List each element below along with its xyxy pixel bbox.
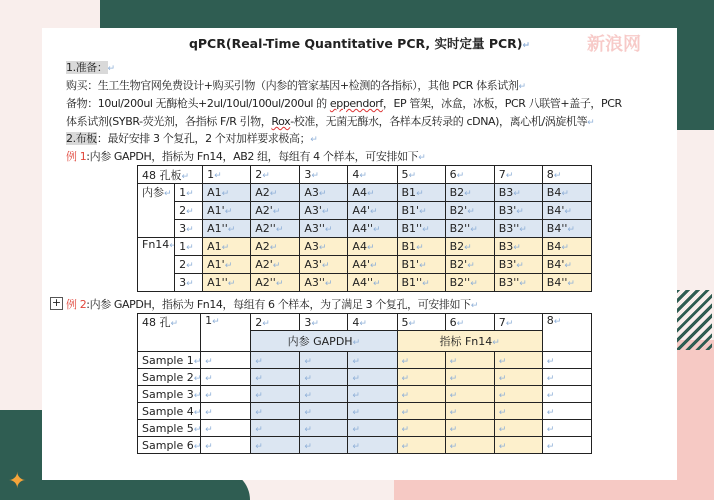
cell-text: 内参 ↵: [142, 186, 172, 199]
empty-cell-mark: [255, 371, 263, 384]
well-cell[interactable]: [348, 369, 397, 386]
well-cell[interactable]: [494, 420, 542, 437]
paragraph-prep-cont: 体系试剂(SYBR-荧光剂，各指标 F/R 引物，Rox-校准，无菌无酶水，各样本反转录的 cDNA)，离心机/涡旋机等 ↵: [66, 113, 594, 129]
well-cell[interactable]: [300, 274, 348, 292]
well-cell[interactable]: [251, 437, 300, 454]
cell-text: B2 ↵: [450, 240, 472, 253]
column-header[interactable]: [300, 314, 348, 331]
well-cell[interactable]: [300, 220, 348, 238]
empty-cell-mark: [450, 371, 458, 384]
well-cell[interactable]: [251, 386, 300, 403]
cell-text: 4 ↵: [352, 316, 367, 329]
column-header[interactable]: [251, 166, 300, 184]
well-cell[interactable]: [348, 238, 397, 256]
group-header-fn14[interactable]: [397, 331, 542, 352]
sample-label[interactable]: [138, 369, 201, 386]
table-row: [138, 220, 592, 238]
cell-text: B2 ↵: [450, 186, 472, 199]
column-header[interactable]: [203, 166, 251, 184]
cell-text: 1 ↵: [179, 240, 194, 253]
replicate-number[interactable]: [175, 256, 203, 274]
cell-text: A2'' ↵: [255, 222, 283, 235]
cell-text: B4 ↵: [547, 186, 569, 199]
empty-cell-mark: [352, 388, 360, 401]
well-cell[interactable]: [203, 184, 251, 202]
empty-cell-mark: [352, 422, 360, 435]
table-row: [138, 184, 592, 202]
cell-text: 48 孔 ↵: [142, 316, 178, 329]
cell-text: A1 ↵: [207, 240, 229, 253]
well-cell[interactable]: [445, 274, 494, 292]
column-header[interactable]: [445, 314, 494, 331]
cell-text: B1 ↵: [402, 240, 424, 253]
empty-cell-mark: [255, 439, 263, 452]
empty-cell-mark: [304, 388, 312, 401]
well-cell[interactable]: [542, 386, 591, 403]
empty-cell-mark: [402, 405, 410, 418]
header-row: [138, 166, 592, 184]
empty-cell-mark: [499, 422, 507, 435]
well-cell[interactable]: [251, 184, 300, 202]
cell-text: 2 ↵: [255, 316, 270, 329]
cell-text: Sample 1 ↵: [142, 354, 201, 367]
cell-text: 3 ↵: [304, 316, 319, 329]
cell-text: Sample 6 ↵: [142, 439, 201, 452]
header-row: [138, 314, 592, 331]
well-cell[interactable]: [397, 437, 445, 454]
empty-cell-mark: [352, 371, 360, 384]
empty-cell-mark: [402, 422, 410, 435]
empty-cell-mark: [304, 422, 312, 435]
cell-text: 1 ↵: [205, 314, 220, 327]
cell-text: 6 ↵: [450, 316, 465, 329]
empty-cell-mark: [450, 405, 458, 418]
well-cell[interactable]: [300, 386, 348, 403]
well-cell[interactable]: [397, 386, 445, 403]
cell-text: B4'' ↵: [547, 276, 575, 289]
empty-cell-mark: [205, 354, 213, 367]
cell-text: A2'' ↵: [255, 276, 283, 289]
replicate-number[interactable]: [175, 220, 203, 238]
well-cell[interactable]: [397, 220, 445, 238]
well-cell[interactable]: [348, 256, 397, 274]
sample-label[interactable]: [138, 386, 201, 403]
well-cell[interactable]: [494, 220, 542, 238]
empty-cell-mark: [547, 388, 555, 401]
table-row: [138, 274, 592, 292]
well-cell[interactable]: [397, 403, 445, 420]
well-cell[interactable]: [300, 352, 348, 369]
group-label[interactable]: [138, 184, 175, 238]
header-corner[interactable]: [138, 314, 201, 352]
well-cell[interactable]: [348, 202, 397, 220]
well-cell[interactable]: [203, 256, 251, 274]
well-cell[interactable]: [445, 352, 494, 369]
example-2-caption: 例 2:内参 GAPDH，指标为 Fn14，每组有 6 个样本，为了满足 3 个复孔，可安排如下 ↵: [66, 296, 478, 312]
well-cell[interactable]: [542, 420, 591, 437]
well-cell[interactable]: [300, 202, 348, 220]
well-cell[interactable]: [348, 274, 397, 292]
cell-text: A3' ↵: [304, 258, 329, 271]
well-cell[interactable]: [542, 352, 591, 369]
well-cell[interactable]: [251, 202, 300, 220]
well-cell[interactable]: [348, 184, 397, 202]
well-cell[interactable]: [300, 238, 348, 256]
cell-text: 8 ↵: [547, 168, 562, 181]
cell-text: B3 ↵: [499, 240, 521, 253]
plate-table-example-2: [137, 313, 592, 454]
empty-cell-mark: [255, 405, 263, 418]
cell-text: A3' ↵: [304, 204, 329, 217]
well-cell[interactable]: [445, 437, 494, 454]
cell-text: Sample 2 ↵: [142, 371, 201, 384]
empty-cell-mark: [450, 388, 458, 401]
well-cell[interactable]: [348, 403, 397, 420]
empty-cell-mark: [499, 371, 507, 384]
cell-text: B4' ↵: [547, 204, 572, 217]
cell-text: A2 ↵: [255, 240, 277, 253]
well-cell[interactable]: [300, 184, 348, 202]
empty-cell-mark: [499, 354, 507, 367]
empty-cell-mark: [352, 354, 360, 367]
well-cell[interactable]: [494, 352, 542, 369]
cell-text: B3' ↵: [499, 258, 524, 271]
cell-text: 7 ↵: [499, 316, 514, 329]
cell-text: 5 ↵: [402, 168, 417, 181]
well-cell[interactable]: [542, 202, 591, 220]
example-1-caption: 例 1:内参 GAPDH，指标为 Fn14，AB2 组，每组有 4 个样本，可安排如下 ↵: [66, 148, 425, 164]
table-move-handle-icon[interactable]: +: [51, 296, 62, 309]
cell-text: B1' ↵: [402, 204, 427, 217]
cell-text: 内参 GAPDH ↵: [288, 335, 360, 348]
well-cell[interactable]: [251, 274, 300, 292]
cell-text: B2'' ↵: [450, 222, 478, 235]
table-row: [138, 369, 592, 386]
well-cell[interactable]: [494, 274, 542, 292]
cell-text: Fn14 ↵: [142, 238, 175, 251]
cell-text: A3'' ↵: [304, 222, 332, 235]
well-cell[interactable]: [300, 420, 348, 437]
table-row: [138, 202, 592, 220]
column-header[interactable]: [542, 166, 591, 184]
well-cell[interactable]: [542, 403, 591, 420]
document-title: qPCR(Real-Time Quantitative PCR, 实时定量 PCR) ↵: [42, 34, 677, 52]
group-label[interactable]: [138, 238, 175, 292]
cell-text: 7 ↵: [499, 168, 514, 181]
group-header-gapdh[interactable]: [251, 331, 397, 352]
background-band: [100, 0, 714, 30]
column-header[interactable]: [494, 314, 542, 331]
cell-text: 48 孔板 ↵: [142, 169, 189, 182]
cell-text: 1 ↵: [207, 168, 222, 181]
table-row: [138, 420, 592, 437]
well-cell[interactable]: [445, 386, 494, 403]
cell-text: A4'' ↵: [352, 276, 380, 289]
well-cell[interactable]: [397, 184, 445, 202]
well-cell[interactable]: [203, 274, 251, 292]
well-cell[interactable]: [445, 403, 494, 420]
well-cell[interactable]: [397, 274, 445, 292]
replicate-number[interactable]: [175, 202, 203, 220]
column-header[interactable]: [348, 166, 397, 184]
cell-text: B4' ↵: [547, 258, 572, 271]
well-cell[interactable]: [251, 220, 300, 238]
cell-text: B1'' ↵: [402, 222, 430, 235]
stripes-decoration: [676, 290, 712, 350]
plate-table-example-1: [137, 165, 592, 292]
well-cell[interactable]: [494, 437, 542, 454]
empty-cell-mark: [547, 439, 555, 452]
empty-cell-mark: [304, 354, 312, 367]
document-page: [42, 28, 677, 480]
well-cell[interactable]: [348, 220, 397, 238]
cell-text: A1' ↵: [207, 258, 232, 271]
well-cell[interactable]: [494, 202, 542, 220]
well-cell[interactable]: [251, 420, 300, 437]
well-cell[interactable]: [203, 238, 251, 256]
cell-text: 3 ↵: [304, 168, 319, 181]
empty-cell-mark: [205, 439, 213, 452]
table-row: [138, 352, 592, 369]
empty-cell-mark: [352, 439, 360, 452]
well-cell[interactable]: [201, 386, 251, 403]
spellcheck-word: Rox: [271, 115, 291, 128]
well-cell[interactable]: [397, 369, 445, 386]
empty-cell-mark: [255, 388, 263, 401]
empty-cell-mark: [499, 405, 507, 418]
cell-text: 3 ↵: [179, 276, 194, 289]
cell-text: B4'' ↵: [547, 222, 575, 235]
empty-cell-mark: [499, 439, 507, 452]
well-cell[interactable]: [397, 238, 445, 256]
cell-text: B3' ↵: [499, 204, 524, 217]
column-header[interactable]: [348, 314, 397, 331]
sample-label[interactable]: [138, 437, 201, 454]
well-cell[interactable]: [445, 369, 494, 386]
well-cell[interactable]: [445, 256, 494, 274]
cell-text: A1'' ↵: [207, 276, 235, 289]
cell-text: A3 ↵: [304, 186, 326, 199]
empty-cell-mark: [352, 405, 360, 418]
well-cell[interactable]: [203, 220, 251, 238]
table-row: [138, 386, 592, 403]
cell-text: 5 ↵: [402, 316, 417, 329]
empty-cell-mark: [304, 371, 312, 384]
empty-cell-mark: [547, 354, 555, 367]
well-cell[interactable]: [542, 220, 591, 238]
well-cell[interactable]: [203, 202, 251, 220]
table-row: [138, 437, 592, 454]
well-cell[interactable]: [445, 184, 494, 202]
empty-cell-mark: [402, 388, 410, 401]
well-cell[interactable]: [300, 256, 348, 274]
cell-text: B2' ↵: [450, 258, 475, 271]
well-cell[interactable]: [542, 369, 591, 386]
well-cell[interactable]: [445, 220, 494, 238]
cell-text: B2'' ↵: [450, 276, 478, 289]
empty-cell-mark: [402, 354, 410, 367]
well-cell[interactable]: [445, 420, 494, 437]
column-header[interactable]: [397, 166, 445, 184]
well-cell[interactable]: [201, 437, 251, 454]
empty-cell-mark: [402, 371, 410, 384]
well-cell[interactable]: [494, 386, 542, 403]
watermark: 新浪网: [587, 34, 641, 55]
cell-text: B3 ↵: [499, 186, 521, 199]
sample-label[interactable]: [138, 420, 201, 437]
well-cell[interactable]: [348, 420, 397, 437]
cell-text: Sample 4 ↵: [142, 405, 201, 418]
column-header[interactable]: [397, 314, 445, 331]
cell-text: 3 ↵: [179, 222, 194, 235]
column-header[interactable]: [445, 166, 494, 184]
cell-text: 1 ↵: [179, 186, 194, 199]
empty-cell-mark: [547, 371, 555, 384]
table-row: [138, 238, 592, 256]
section-heading-layout: 2.布板：最好安排 3 个复孔，2 个对加样要求极高； ↵: [66, 130, 317, 146]
well-cell[interactable]: [494, 369, 542, 386]
empty-cell-mark: [255, 422, 263, 435]
well-cell[interactable]: [445, 202, 494, 220]
well-cell[interactable]: [494, 256, 542, 274]
star-icon: ✦: [8, 469, 27, 494]
well-cell[interactable]: [201, 352, 251, 369]
column-header[interactable]: [251, 314, 300, 331]
well-cell[interactable]: [542, 437, 591, 454]
spellcheck-word: eppendorf: [329, 97, 383, 110]
empty-cell-mark: [450, 354, 458, 367]
cell-text: Sample 3 ↵: [142, 388, 201, 401]
well-cell[interactable]: [494, 238, 542, 256]
paragraph-buy: 购买：生工生物官网免费设计+购买引物（内参的管家基因+检测的各指标），其他 PCR 体系试剂 ↵: [66, 77, 526, 93]
empty-cell-mark: [450, 439, 458, 452]
cell-text: B1 ↵: [402, 186, 424, 199]
empty-cell-mark: [205, 422, 213, 435]
table-row: [138, 403, 592, 420]
column-header[interactable]: [494, 166, 542, 184]
cell-text: 2 ↵: [255, 168, 270, 181]
replicate-number[interactable]: [175, 274, 203, 292]
well-cell[interactable]: [542, 256, 591, 274]
well-cell[interactable]: [251, 369, 300, 386]
empty-cell-mark: [547, 422, 555, 435]
well-cell[interactable]: [201, 403, 251, 420]
paragraph-prep: 备物：10ul/200ul 无酶枪头+2ul/10ul/100ul/200ul 的 eppendorf，EP 管架，冰盒，冰板，PCR 八联管+盖子，PCR: [66, 97, 622, 110]
empty-cell-mark: [205, 371, 213, 384]
empty-cell-mark: [499, 388, 507, 401]
cell-text: Sample 5 ↵: [142, 422, 201, 435]
section-heading-prep: 1.准备： ↵: [66, 59, 115, 75]
well-cell[interactable]: [348, 437, 397, 454]
cell-text: A4' ↵: [352, 204, 377, 217]
header-corner[interactable]: [138, 166, 203, 184]
cell-text: A1 ↵: [207, 186, 229, 199]
cell-text: B1'' ↵: [402, 276, 430, 289]
table-row: [138, 256, 592, 274]
cell-text: B3'' ↵: [499, 276, 527, 289]
cell-text: A4 ↵: [352, 186, 374, 199]
well-cell[interactable]: [251, 403, 300, 420]
well-cell[interactable]: [494, 403, 542, 420]
empty-cell-mark: [304, 439, 312, 452]
well-cell[interactable]: [251, 238, 300, 256]
column-header[interactable]: [300, 166, 348, 184]
cell-text: 4 ↵: [352, 168, 367, 181]
cell-text: 8 ↵: [547, 314, 562, 327]
empty-cell-mark: [205, 405, 213, 418]
well-cell[interactable]: [542, 184, 591, 202]
cell-text: B4 ↵: [547, 240, 569, 253]
cell-text: B2' ↵: [450, 204, 475, 217]
cell-text: A3 ↵: [304, 240, 326, 253]
well-cell[interactable]: [300, 369, 348, 386]
well-cell[interactable]: [397, 352, 445, 369]
well-cell[interactable]: [251, 256, 300, 274]
column-header[interactable]: [201, 314, 251, 352]
well-cell[interactable]: [201, 420, 251, 437]
well-cell[interactable]: [300, 437, 348, 454]
column-header[interactable]: [542, 314, 591, 352]
empty-cell-mark: [402, 439, 410, 452]
cell-text: B1' ↵: [402, 258, 427, 271]
sample-label[interactable]: [138, 352, 201, 369]
empty-cell-mark: [205, 388, 213, 401]
sample-label[interactable]: [138, 403, 201, 420]
cell-text: A4' ↵: [352, 258, 377, 271]
cell-text: 6 ↵: [450, 168, 465, 181]
cell-text: 2 ↵: [179, 258, 194, 271]
well-cell[interactable]: [397, 420, 445, 437]
cell-text: A2' ↵: [255, 204, 280, 217]
cell-text: 指标 Fn14 ↵: [439, 335, 499, 348]
cell-text: A4'' ↵: [352, 222, 380, 235]
well-cell[interactable]: [542, 274, 591, 292]
cell-text: A1' ↵: [207, 204, 232, 217]
well-cell[interactable]: [397, 256, 445, 274]
cell-text: A3'' ↵: [304, 276, 332, 289]
cell-text: A2' ↵: [255, 258, 280, 271]
well-cell[interactable]: [300, 403, 348, 420]
replicate-number[interactable]: [175, 184, 203, 202]
empty-cell-mark: [304, 405, 312, 418]
well-cell[interactable]: [494, 184, 542, 202]
well-cell[interactable]: [445, 238, 494, 256]
well-cell[interactable]: [397, 202, 445, 220]
well-cell[interactable]: [201, 369, 251, 386]
background-band: [674, 0, 714, 130]
cell-text: A1'' ↵: [207, 222, 235, 235]
well-cell[interactable]: [348, 352, 397, 369]
well-cell[interactable]: [348, 386, 397, 403]
cell-text: A2 ↵: [255, 186, 277, 199]
empty-cell-mark: [547, 405, 555, 418]
cell-text: 2 ↵: [179, 204, 194, 217]
empty-cell-mark: [450, 422, 458, 435]
cell-text: A4 ↵: [352, 240, 374, 253]
cell-text: B3'' ↵: [499, 222, 527, 235]
replicate-number[interactable]: [175, 238, 203, 256]
empty-cell-mark: [255, 354, 263, 367]
well-cell[interactable]: [542, 238, 591, 256]
well-cell[interactable]: [251, 352, 300, 369]
